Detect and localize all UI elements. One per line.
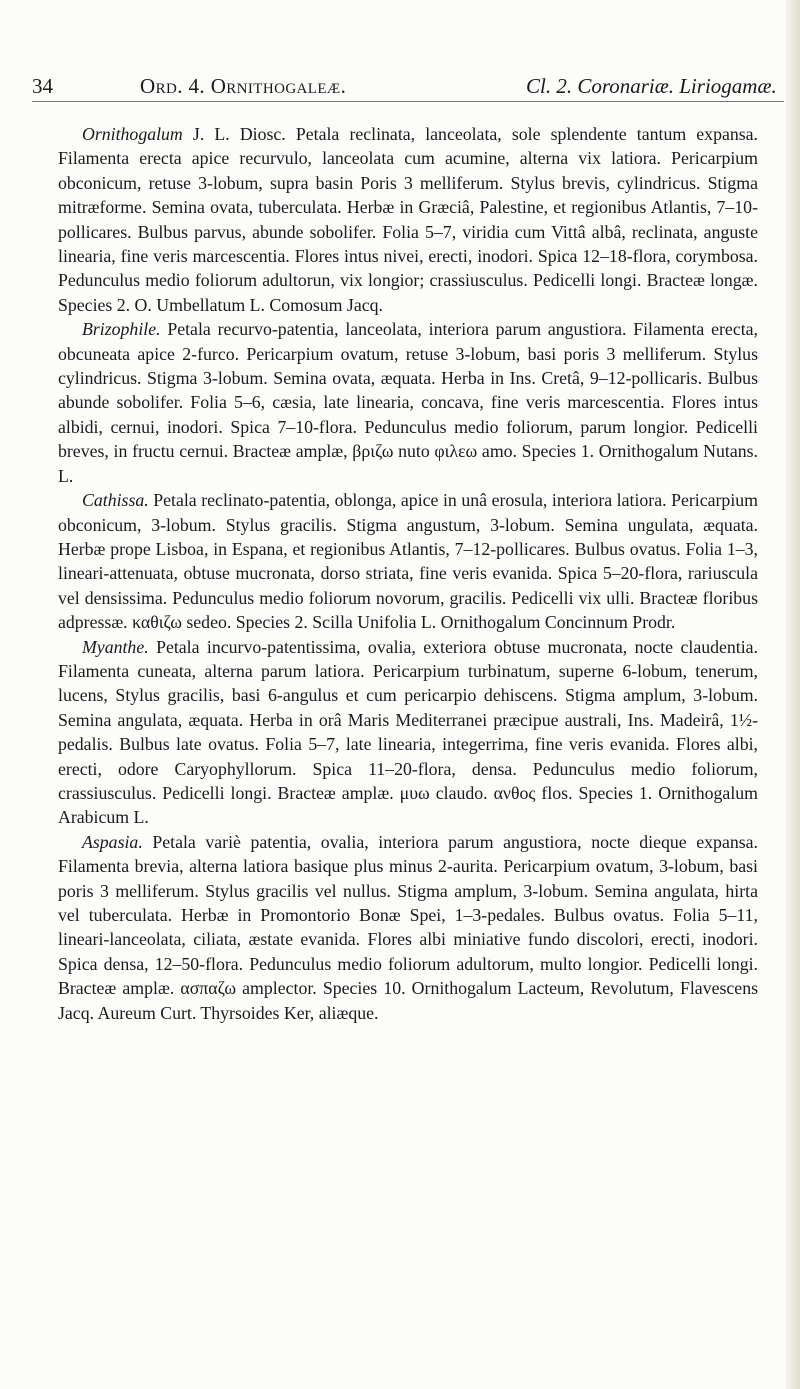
genus-name: Cathissa. (82, 490, 149, 511)
entry-text: Petala incurvo-patentissima, ovalia, exteriora obtuse mucronata, nocte claudentia. Filamenta cuneata, alterna parum latiora. Pericarpium turbinatum, superne 6-lobum, tenerum, lucens, Stylus gracilis, basi 6-angulus et cum pericarpio dehiscens. Stigma amplum, 3-lobum. Semina angulata, æquata. Herba in orâ Maris Mediterranei præcipue australi, Ins. Madeirâ, 1½-pedalis. Bulbus late ovatus. Folia 5–7, late linearia, integerrima, fine veris evanida. Flores albi, erecti, odore Caryophyllorum. Spica 11–20-flora, densa. Pedunculus medio foliorum, crassiusculus. Pedicelli longi. Bracteæ amplæ. μυω claudo. ανθος flos. Species 1. Ornithogalum Arabicum L. (58, 636, 758, 828)
page-gutter-shadow (786, 0, 800, 1389)
running-header (32, 74, 784, 106)
entry-myanthe (58, 635, 758, 830)
page-number: 34 (32, 74, 53, 98)
entry-text: J. L. Diosc. Petala reclinata, lanceolata, sole splendente tantum expansa. Filamenta erecta apice recurvulo, lanceolata cum acumine, alterna vix latiora. Pericarpium obconicum, retuse 3-lobum, supra basin Poris 3 melliferum. Stylus brevis, cylindricus. Stigma mitræforme. Semina ovata, tuberculata. Herbæ in Græciâ, Palestine, et regionibus Atlantis, 7–10-pollicares. Bulbus parvus, abunde sobolifer. Folia 5–7, viridia cum Vittâ albâ, reclinata, anguste linearia, fine veris marcescentia. Flores intus nivei, erecti, inodori. Spica 12–18-flora, corymbosa. Pedunculus medio foliorum adultorun, vix longior; crassiusculus. Pedicelli longi. Bracteæ longæ. Species 2. O. Umbellatum L. Comosum Jacq. (58, 124, 758, 315)
genus-name: Myanthe. (82, 636, 149, 657)
entry-text: Petala reclinato-patentia, oblonga, apice in unâ erosula, interiora latiora. Pericarpium obconicum, 3-lobum. Stylus gracilis. Stigma angustum, 3-lobum. Semina ungulata, æquata. Herbæ prope Lisboa, in Espana, et regionibus Atlantis, 7–12-pollicares. Bulbus ovatus. Folia 1–3, lineari-attenuata, obtuse mucronata, dorso striata, fine veris evanida. Spica 5–20-flora, rariuscula vel densissima. Pedunculus medio foliorum novorum, gracilis. Pedicelli vix ulli. Bracteæ floribus adpressæ. καθιζω sedeo. Species 2. Scilla Unifolia L. Ornithogalum Concinnum Prodr. (58, 490, 758, 633)
page-body (58, 122, 758, 1025)
entry-aspasia (58, 830, 758, 1025)
genus-name: Aspasia. (82, 831, 143, 852)
class-heading: Cl. 2. Coronariæ. Liriogamæ. (526, 74, 777, 98)
header-rule (32, 101, 784, 102)
genus-name: Ornithogalum (82, 124, 183, 144)
entry-text: Petala variè patentia, ovalia, interiora parum angustiora, nocte dieque expansa. Filamenta brevia, alterna latiora basique plus minus 2-aurita. Pericarpium ovatum, 3-lobum, basi poris 3 melliferum. Stylus gracilis vel nullus. Stigma amplum, 3-lobum. Semina angulata, hirta vel tuberculata. Herbæ in Promontorio Bonæ Spei, 1–3-pedales. Bulbus ovatus. Folia 5–11, lineari-lanceolata, ciliata, æstate evanida. Flores albi miniative fundo discolori, erecti, inodori. Spica densa, 12–50-flora. Pedunculus medio foliorum adultorum, multo longior. Pedicelli longi. Bracteæ amplæ. ασπαζω amplector. Species 10. Ornithogalum Lacteum, Revolutum, Flavescens Jacq. Aureum Curt. Thyrsoides Ker, aliæque. (58, 831, 758, 1023)
entry-cathissa (58, 488, 758, 634)
entry-ornithogalum (58, 122, 758, 317)
entry-brizophile (58, 317, 758, 488)
genus-name: Brizophile. (82, 319, 161, 340)
entry-text: Petala recurvo-patentia, lanceolata, interiora parum angustiora. Filamenta erecta, obcuneata apice 2-furco. Pericarpium ovatum, retuse 3-lobum, basi poris 3 melliferum. Stylus cylindricus. Stigma 3-lobum. Semina ovata, æquata. Herba in Ins. Cretâ, 9–12-pollicaris. Bulbus abunde sobolifer. Folia 5–6, cæsia, late linearia, concava, fine veris marcescentia. Flores intus albidi, cernui, inodori. Spica 7–10-flora. Pedunculus medio foliorum, parum longior. Pedicelli breves, in fructu cernui. Bracteæ amplæ, βριζω nuto φιλεω amo. Species 1. Ornithogalum Nutans. L. (58, 319, 758, 486)
order-heading: Ord. 4. Ornithogaleæ. (140, 74, 347, 98)
